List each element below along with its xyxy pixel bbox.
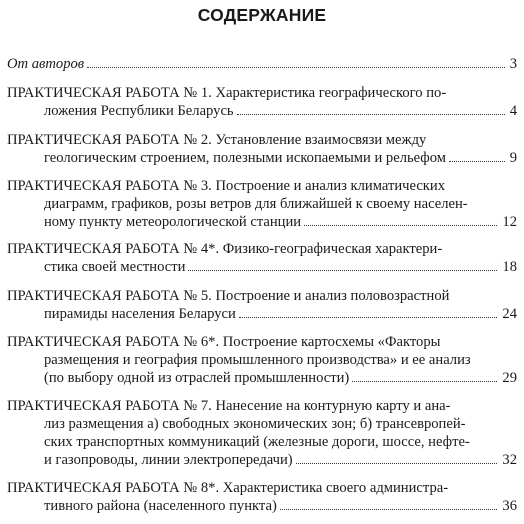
toc-line [7, 433, 517, 451]
toc-line [7, 351, 517, 369]
dot-leader [296, 462, 498, 464]
toc-entry-title: ПРАКТИЧЕСКАЯ РАБОТА № 2. Установление взаимосвязи между [7, 132, 427, 148]
toc-entry-title-cont: пирамиды населения Беларуси [44, 306, 236, 322]
toc-line [7, 369, 517, 387]
toc-entry-title-cont: лиз размещения а) свободных экономических зон; б) трансевропей- [44, 416, 466, 432]
toc-line [7, 177, 517, 195]
page-number: 29 [502, 370, 517, 386]
toc-line [7, 240, 517, 258]
toc-entry-work-1[interactable] [7, 84, 517, 120]
page-number: 36 [502, 498, 517, 514]
toc-entry-title: ПРАКТИЧЕСКАЯ РАБОТА № 6*. Построение картосхемы «Факторы [7, 334, 441, 350]
toc-entry-title-cont: ному пункту метеорологической станции [44, 214, 302, 230]
toc-line [7, 305, 517, 323]
toc-entry-work-5[interactable] [7, 287, 517, 323]
toc-entry-work-8[interactable] [7, 479, 517, 515]
toc-entry-title: ПРАКТИЧЕСКАЯ РАБОТА № 3. Построение и анализ климатических [7, 178, 445, 194]
dot-leader [304, 224, 497, 226]
toc-line [7, 415, 517, 433]
toc-entry-title: ПРАКТИЧЕСКАЯ РАБОТА № 7. Нанесение на контурную карту и ана- [7, 398, 451, 414]
toc-entry-title: ПРАКТИЧЕСКАЯ РАБОТА № 8*. Характеристика своего администра- [7, 480, 449, 496]
dot-leader [87, 66, 505, 68]
toc-line [7, 479, 517, 497]
toc-entry-title-cont: размещения и география промышленного производства» и ее анализ [44, 352, 471, 368]
page-number: 12 [502, 214, 517, 230]
toc-entry-title: ПРАКТИЧЕСКАЯ РАБОТА № 4*. Физико-географическая характери- [7, 241, 443, 257]
toc-entry-title-cont: (по выбору одной из отраслей промышленности) [44, 370, 350, 386]
toc-entry-work-6[interactable] [7, 333, 517, 387]
toc-line [7, 131, 517, 149]
toc-line [7, 287, 517, 305]
toc-entry-title-cont: и газопроводы, линии электропередачи) [44, 452, 293, 468]
toc-line [7, 258, 517, 276]
toc-entry-title: От авторов [7, 56, 85, 72]
dot-leader [237, 113, 505, 115]
toc-line [7, 497, 517, 515]
toc-entry-title-cont: диаграмм, графиков, розы ветров для ближайшей к своему населен- [44, 196, 468, 212]
toc-line [7, 195, 517, 213]
toc-entry-work-2[interactable] [7, 131, 517, 167]
toc-line [7, 84, 517, 102]
dot-leader [449, 160, 505, 162]
dot-leader [239, 316, 498, 318]
contents-heading: СОДЕРЖАНИЕ [197, 5, 327, 25]
page-number: 24 [502, 306, 517, 322]
toc-entry-authors[interactable] [7, 55, 517, 73]
page-number: 3 [509, 56, 517, 72]
toc-entry-title-cont: геологическим строением, полезными ископаемыми и рельефом [44, 150, 446, 166]
toc-line [7, 333, 517, 351]
toc-line [7, 451, 517, 469]
toc-line [7, 397, 517, 415]
toc-entry-work-4[interactable] [7, 240, 517, 276]
page-number: 32 [502, 452, 517, 468]
toc-entry-title: ПРАКТИЧЕСКАЯ РАБОТА № 5. Построение и анализ половозрастной [7, 288, 450, 304]
toc-entry-title-cont: тивного района (населенного пункта) [44, 498, 277, 514]
toc-entry-title-cont: ских транспортных коммуникаций (железные дороги, шоссе, нефте- [44, 434, 470, 450]
page-number: 18 [502, 259, 517, 275]
toc-line [7, 102, 517, 120]
toc-line [7, 55, 517, 73]
toc-entry-title-cont: ложения Республики Беларусь [44, 103, 234, 119]
toc-line [7, 213, 517, 231]
dot-leader [280, 508, 498, 510]
toc-entry-work-7[interactable] [7, 397, 517, 469]
dot-leader [352, 380, 497, 382]
dot-leader [188, 269, 497, 271]
page-number: 9 [509, 150, 517, 166]
toc-entry-title: ПРАКТИЧЕСКАЯ РАБОТА № 1. Характеристика географического по- [7, 85, 447, 101]
toc-entry-title-cont: стика своей местности [44, 259, 186, 275]
toc-line [7, 149, 517, 167]
toc-entry-work-3[interactable] [7, 177, 517, 231]
page-number: 4 [509, 103, 517, 119]
